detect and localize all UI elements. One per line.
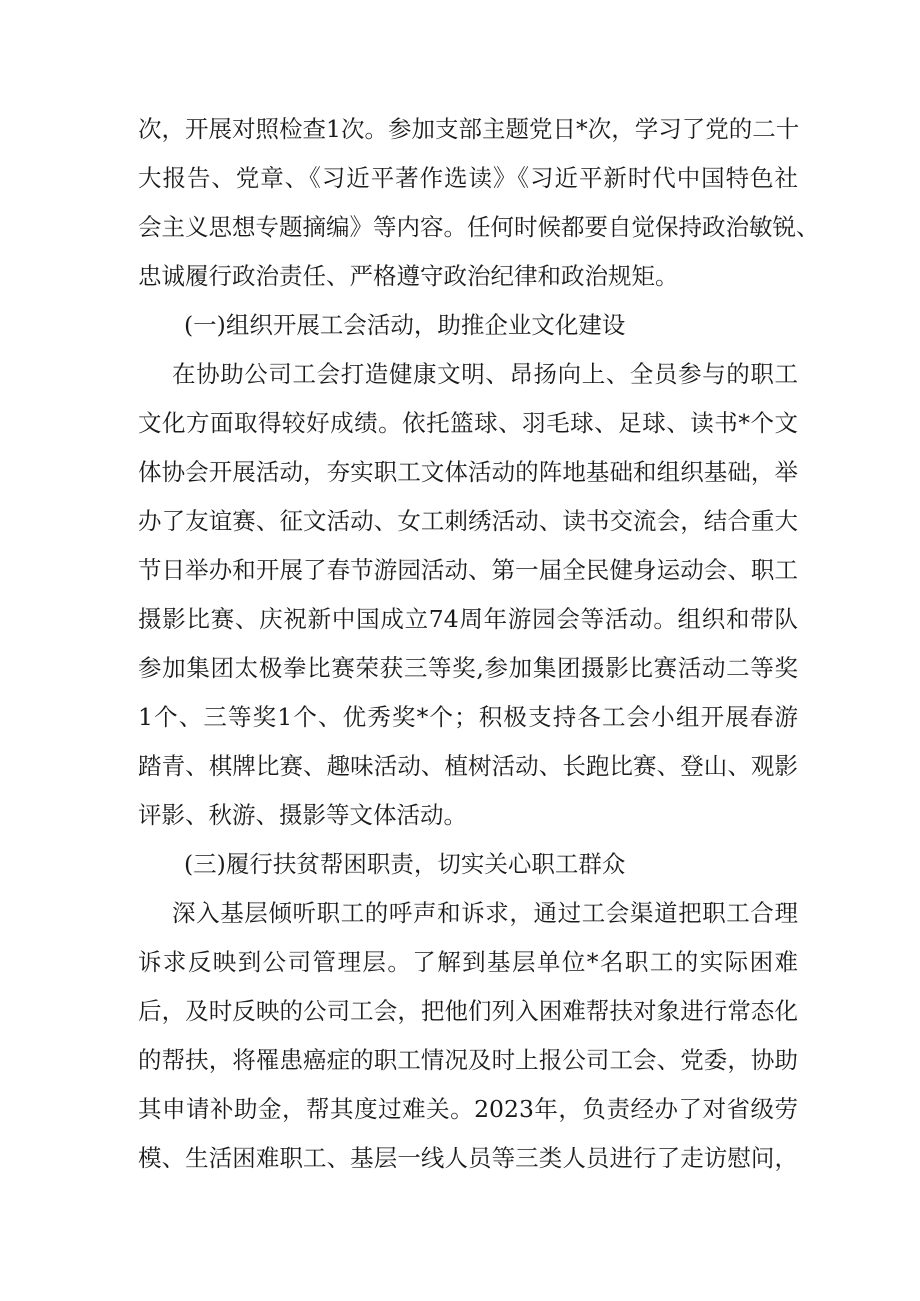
text-line: 大报告、党章、《习近平著作选读》《习近平新时代中国特色社	[138, 164, 798, 192]
section-heading: (一)组织开展工会活动，助推企业文化建设	[184, 311, 626, 339]
text-line: 忠诚履行政治责任、严格遵守政治纪律和政治规矩。	[138, 262, 679, 290]
text-line: 办了友谊赛、征文活动、女工刺绣活动、读书交流会，结合重大	[138, 507, 798, 535]
text-line: 其申请补助金，帮其度过难关。2023年，负责经办了对省级劳	[138, 1095, 798, 1123]
text-line: 诉求反映到公司管理层。了解到基层单位*名职工的实际困难	[138, 948, 798, 976]
text-line: 文化方面取得较好成绩。依托篮球、羽毛球、足球、读书*个文	[138, 409, 798, 437]
text-line: 的帮扶，将罹患癌症的职工情况及时上报公司工会、党委，协助	[138, 1046, 798, 1074]
text-line: 模、生活困难职工、基层一线人员等三类人员进行了走访慰问，	[138, 1144, 798, 1172]
text-line: 会主义思想专题摘编》等内容。任何时候都要自觉保持政治敏锐、	[138, 213, 820, 241]
text-line: 踏青、棋牌比赛、趣味活动、植树活动、长跑比赛、登山、观影	[138, 752, 798, 780]
text-line: 深入基层倾听职工的呼声和诉求，通过工会渠道把职工合理	[172, 899, 798, 927]
text-line: 评影、秋游、摄影等文体活动。	[138, 801, 467, 829]
text-line: 后，及时反映的公司工会，把他们列入困难帮扶对象进行常态化	[138, 997, 798, 1025]
text-line: 在协助公司工会打造健康文明、昂扬向上、全员参与的职工	[172, 360, 798, 388]
section-heading: (三)履行扶贫帮困职责，切实关心职工群众	[184, 850, 626, 878]
text-line: 节日举办和开展了春节游园活动、第一届全民健身运动会、职工	[138, 556, 798, 584]
text-line: 1个、三等奖1个、优秀奖*个；积极支持各工会小组开展春游	[138, 703, 798, 731]
text-line: 参加集团太极拳比赛荣获三等奖,参加集团摄影比赛活动二等奖	[138, 654, 798, 682]
text-line: 摄影比赛、庆祝新中国成立74周年游园会等活动。组织和带队	[138, 605, 798, 633]
text-line: 次，开展对照检查1次。参加支部主题党日*次，学习了党的二十	[138, 115, 800, 143]
text-line: 体协会开展活动，夯实职工文体活动的阵地基础和组织基础，举	[138, 458, 798, 486]
